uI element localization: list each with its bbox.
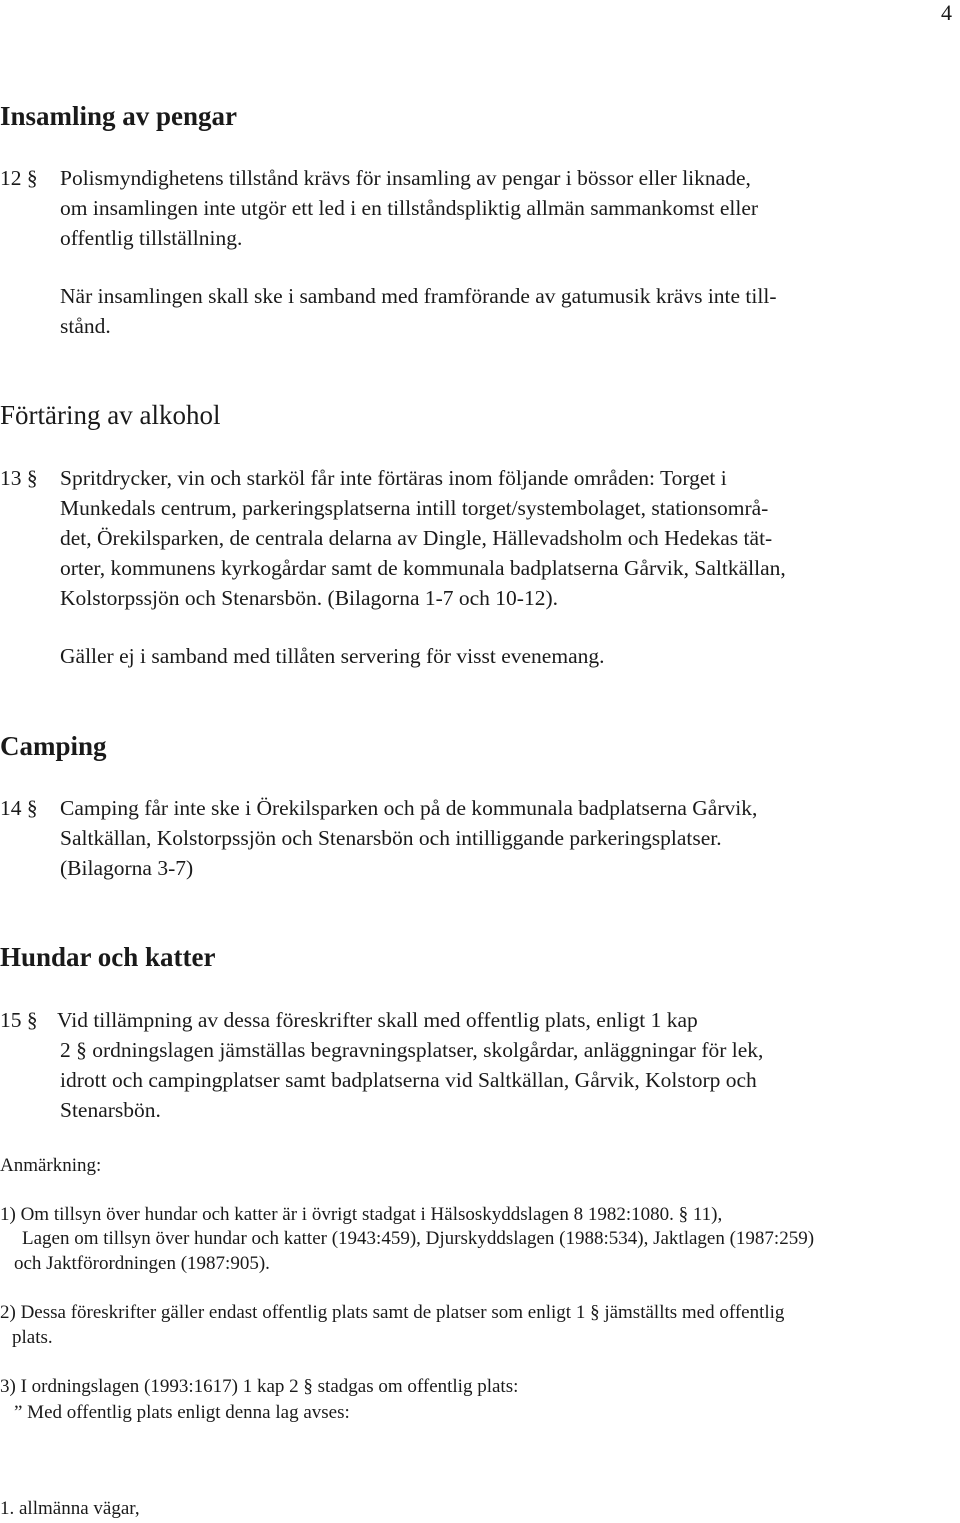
text-line: Stenarsbön.	[60, 1098, 161, 1122]
text-line: Polismyndighetens tillstånd krävs för insamling av pengar i bössor eller liknade,	[60, 166, 751, 190]
text-line: 2 § ordningslagen jämställas begravningsplatser, skolgårdar, anläggningar för lek,	[60, 1038, 764, 1062]
text-line: om insamlingen inte utgör ett led i en tillståndspliktig allmän sammankomst eller	[60, 196, 759, 220]
text-line: Spritdrycker, vin och starköl får inte förtäras inom följande områden: Torget i	[60, 466, 727, 490]
text-line: Gäller ej i samband med tillåten servering för visst evenemang.	[60, 644, 605, 668]
section-number-14: 14 §	[0, 796, 38, 820]
text-line: När insamlingen skall ske i samband med framförande av gatumusik krävs inte till-	[60, 284, 777, 308]
heading-camping: Camping	[0, 731, 107, 761]
remark-line: 2) Dessa föreskrifter gäller endast offentlig plats samt de platser som enligt 1 § jämställts med offentlig	[0, 1302, 785, 1323]
text-line: (Bilagorna 3-7)	[60, 856, 194, 880]
text-line: Munkedals centrum, parkeringsplatserna intill torget/systembolaget, stationsområ-	[60, 496, 769, 520]
remark-line: och Jaktförordningen (1987:905).	[14, 1253, 270, 1274]
remark-line: 1. allmänna vägar,	[0, 1498, 140, 1519]
heading-fortaring-av-alkohol: Förtäring av alkohol	[0, 400, 221, 430]
page-number: 4	[941, 0, 952, 25]
text-line: Saltkällan, Kolstorpssjön och Stenarsbön och intilliggande parkeringsplatser.	[60, 826, 722, 850]
remark-line: 3) I ordningslagen (1993:1617) 1 kap 2 § stadgas om offentlig plats:	[0, 1376, 519, 1397]
text-line: stånd.	[60, 314, 111, 338]
remarks-title: Anmärkning:	[0, 1155, 102, 1176]
text-line: Vid tillämpning av dessa föreskrifter skall med offentlig plats, enligt 1 kap	[57, 1008, 698, 1032]
section-number-12: 12 §	[0, 166, 38, 190]
heading-hundar-och-katter: Hundar och katter	[0, 942, 216, 972]
text-line: offentlig tillställning.	[60, 226, 243, 250]
remark-line: plats.	[12, 1327, 53, 1348]
text-line: Camping får inte ske i Örekilsparken och på de kommunala badplatserna Gårvik,	[60, 796, 758, 820]
text-line: det, Örekilsparken, de centrala delarna av Dingle, Hällevadsholm och Hedekas tät-	[60, 526, 773, 550]
remark-line: 1) Om tillsyn över hundar och katter är i övrigt stadgat i Hälsoskyddslagen 8 1982:1080. § 11),	[0, 1204, 723, 1225]
text-line: Kolstorpssjön och Stenarsbön. (Bilagorna 1-7 och 10-12).	[60, 586, 559, 610]
section-number-13: 13 §	[0, 466, 38, 490]
remark-line: Lagen om tillsyn över hundar och katter (1943:459), Djurskyddslagen (1988:534), Jaktlagen (1987:259)	[22, 1228, 815, 1249]
text-line: orter, kommunens kyrkogårdar samt de kommunala badplatserna Gårvik, Saltkällan,	[60, 556, 786, 580]
remark-line: ” Med offentlig plats enligt denna lag avses:	[14, 1402, 350, 1423]
text-line: idrott och campingplatser samt badplatserna vid Saltkällan, Gårvik, Kolstorp och	[60, 1068, 757, 1092]
heading-insamling-av-pengar: Insamling av pengar	[0, 101, 238, 131]
section-number-15: 15 §	[0, 1008, 38, 1032]
